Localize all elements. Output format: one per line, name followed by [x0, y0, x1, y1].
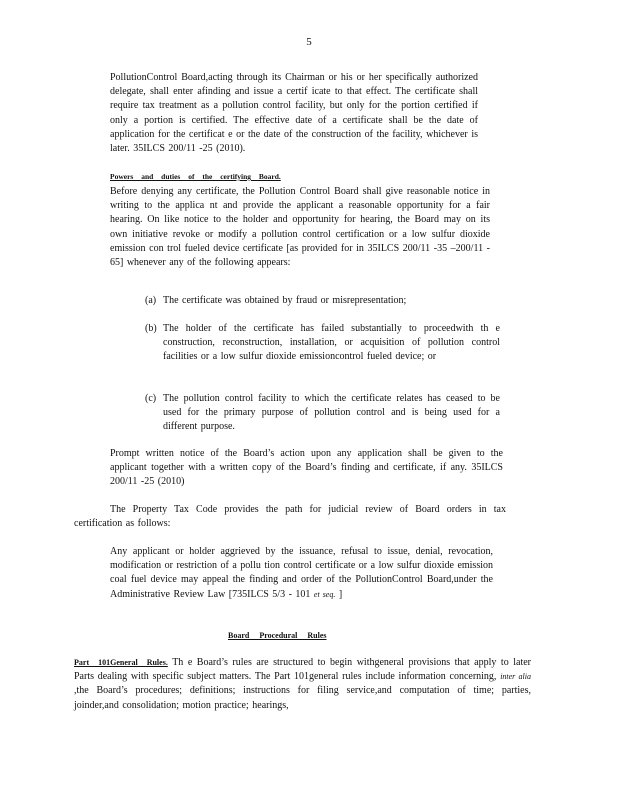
appeal-quote-paragraph [110, 545, 493, 602]
prompt-notice-paragraph: Prompt written notice of the Board’s action upon any application shall be given to the applicant together with a written copy of the Board’s finding and certificate, if any. 35ILCS 200/11 -25 (2010) [110, 448, 503, 488]
appeal-close: ] [338, 588, 343, 600]
list-marker: (b) [145, 323, 157, 334]
list-item-text: The pollution control facility to which the certificate relates has ceased to be used for the primary purpose of pollution control and is being used for a different purpose. [163, 393, 500, 433]
appeal-text: Any applicant or holder aggrieved by the issuance, refusal to issue, denial, revocation, modification or restriction of a pollu tion control certificate or a low sulfur dioxide emission coal fuel device may appeal the finding and order of the PollutionControl Board,under the Administrative Review Law [735ILCS 5/3 - 101 [110, 546, 493, 600]
et-seq-text: et seq. [313, 589, 336, 599]
page-number: 5 [306, 36, 312, 48]
judicial-review-intro-paragraph: The Property Tax Code provides the path for judicial review of Board orders in tax certification as follows: [74, 504, 506, 530]
procedural-rules-heading: Board Procedural Rules [228, 631, 327, 640]
inter-alia-text: inter alia [500, 672, 531, 682]
list-item-text: The holder of the certificate has failed substantially to proceedwith th e construction, reconstruction, installation, or acquisition of pollution control facilities or a low sulfur dioxide emissioncontrol fueled device; or [163, 323, 500, 363]
list-item-a [145, 294, 500, 308]
part-101-text-continued: ,the Board’s procedures; definitions; instructions for filing service,and computation of time; parties, joinder,and consolidation; motion practice; hearings, [74, 685, 531, 711]
list-item-text: The certificate was obtained by fraud or misrepresentation; [163, 295, 407, 306]
certificate-issuance-paragraph: PollutionControl Board,acting through its Chairman or his or her specifically authorized delegate, shall enter afinding and issue a certif icate to that effect. The certificate shall require tax treatment as a pollution control facility, but only for the portion certified if only a portion is certified. The effective date of a certificate shall be the date of application for the certificat e or the date of the construction of the facility, whichever is later. 35ILCS 200/11 -25 (2010). [110, 72, 478, 155]
part-101-text: Th e Board’s rules are structured to begin withgeneral provisions that apply to later Parts dealing with specific subject matters. The Part 101general rules include information concerning, [74, 657, 531, 683]
part-101-heading: Part 101General Rules. [74, 658, 168, 667]
list-item-c [145, 392, 500, 435]
powers-duties-heading: Powers and duties of the certifying Board. [110, 172, 281, 181]
list-marker: (a) [145, 295, 157, 306]
list-item-b [145, 322, 500, 365]
list-marker: (c) [145, 393, 157, 404]
denial-revocation-paragraph: Before denying any certificate, the Pollution Control Board shall give reasonable notice in writing to the applica nt and provide the applicant a reasonable opportunity for a fair hearing. On like notice to the holder and opportunity for hearing, the Board may on its own initiative revoke or modify a pollution control certification or a low sulfur dioxide emission con trol fueled device certificate [as provided for in 35ILCS 200/11 -35 –200/11 - 65] whenever any of the following appears: [110, 186, 490, 269]
part-101-paragraph [74, 656, 531, 713]
